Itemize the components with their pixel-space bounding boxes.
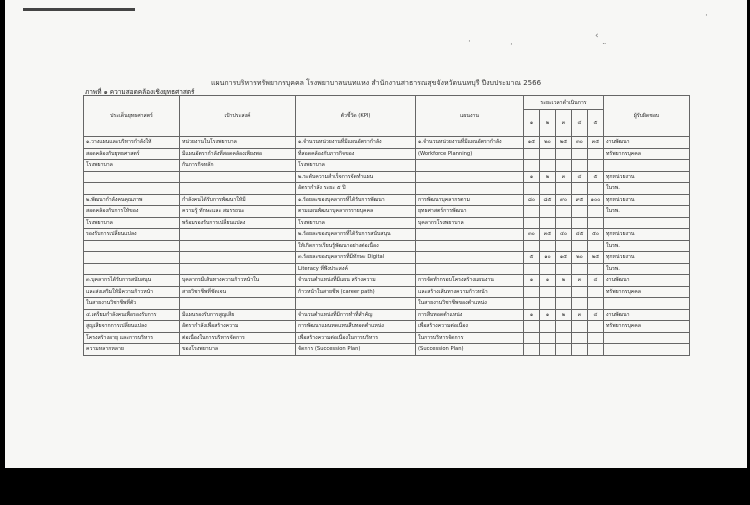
cell-year-4: ๓๐ [572,137,588,149]
cell-owner [604,344,690,356]
cell-owner [604,298,690,310]
cell-year-3 [556,263,572,275]
table-row [84,298,690,310]
cell-plan [416,240,524,252]
cell-kpi: อัตรากำลัง ระยะ ๕ ปี [296,183,416,195]
cell-kpi: โรงพยาบาล [296,160,416,172]
cell-year-3: ๓ [556,171,572,183]
cell-plan: ๑.จำนวนหน่วยงานที่มีแผนอัตรากำลัง [416,137,524,149]
cell-goal: ความรู้ ทักษะและ สมรรถนะ [180,206,296,218]
cell-strategy [84,252,180,264]
cell-year-5 [588,321,604,333]
table-row [84,137,690,149]
cell-year-3: ๒๕ [556,137,572,149]
cell-kpi: จัดการ (Succession Plan) [296,344,416,356]
cell-goal: พร้อมรองรับการเปลี่ยนแปลง [180,217,296,229]
cell-year-5 [588,263,604,275]
cell-goal: มีแผนรองรับการสูญเสีย [180,309,296,321]
cell-year-1 [524,298,540,310]
cell-year-5: ๔ [588,309,604,321]
table-row [84,183,690,195]
cell-owner: ทุกหน่วยงาน [604,229,690,241]
cell-owner: ทรัพยากรบุคคล [604,321,690,333]
document-page [5,0,747,468]
cell-plan: ในสายงานวิชาชีพของตำแหน่ง [416,298,524,310]
cell-owner: ในรพ. [604,183,690,195]
cell-strategy: ๔.เตรียมกำลังคนเพื่อรองรับการ [84,309,180,321]
figure-caption: ภาพที่ ๑ ความสอดคล้องเชิงยุทธศาสตร์ [85,88,195,96]
cell-strategy: โรงพยาบาล [84,217,180,229]
cell-year-4: ๙๕ [572,194,588,206]
cell-year-4: ๔๕ [572,229,588,241]
header-timeline: ระยะเวลาดำเนินการ [524,96,604,110]
cell-year-1: ๘๐ [524,194,540,206]
cell-plan [416,160,524,172]
cell-strategy: โครงสร้างอายุ และการบริหาร [84,332,180,344]
cell-year-1 [524,217,540,229]
cell-kpi: ก้าวหน้าในสายชีพ (career path) [296,286,416,298]
cell-year-4: ๒๐ [572,252,588,264]
cell-year-3 [556,298,572,310]
cell-owner: ทุกหน่วยงาน [604,171,690,183]
cell-year-5: ๕ [588,171,604,183]
cell-year-2 [540,286,556,298]
cell-strategy: โรงพยาบาล [84,160,180,172]
cell-year-1 [524,148,540,160]
cell-year-4 [572,217,588,229]
cell-year-2 [540,344,556,356]
cell-strategy: ๓.บุคลากรได้รับการสนับสนุน [84,275,180,287]
cell-kpi: เพื่อสร้างความต่อเนื่องในการบริหาร [296,332,416,344]
cell-year-2 [540,148,556,160]
table-row [84,275,690,287]
cell-year-2 [540,206,556,218]
cell-year-2: ๑๐ [540,252,556,264]
cell-year-2: ๑ [540,309,556,321]
strategy-table [83,95,690,356]
table-header-row [84,96,690,110]
cell-plan [416,229,524,241]
cell-year-2 [540,183,556,195]
cell-year-2 [540,160,556,172]
cell-kpi: ๑.จำนวนหน่วยงานที่มีแผนอัตรากำลัง [296,137,416,149]
cell-kpi: ให้เกิดการเรียนรู้พัฒนาอย่างต่อเนื่อง [296,240,416,252]
cell-year-4 [572,160,588,172]
cell-owner [604,217,690,229]
cell-year-3 [556,217,572,229]
table-row [84,148,690,160]
cell-year-2 [540,321,556,333]
cell-year-1 [524,332,540,344]
cell-kpi: การพัฒนาแผนทดแทนสืบทอดตำแหน่ง [296,321,416,333]
cell-plan: และสร้างเส้นทางความก้าวหน้า [416,286,524,298]
table-row [84,240,690,252]
cell-owner: ในรพ. [604,206,690,218]
cell-year-2: ๘๕ [540,194,556,206]
table-row [84,194,690,206]
cell-year-5 [588,206,604,218]
cell-kpi: ตามแผนพัฒนาบุคลากรรายบุคคล [296,206,416,218]
cell-year-2 [540,217,556,229]
cell-year-1: ๑ [524,309,540,321]
cell-owner: งานพัฒนา [604,309,690,321]
cell-kpi: ๑.ร้อยละของบุคลากรที่ได้รับการพัฒนา [296,194,416,206]
cell-year-2 [540,240,556,252]
scan-speck: · [468,37,471,47]
cell-year-4 [572,321,588,333]
cell-strategy: สอดคล้องกับยุทธศาสตร์ [84,148,180,160]
cell-year-1: ๑ [524,171,540,183]
cell-year-3 [556,344,572,356]
cell-kpi: จำนวนตำแหน่งที่มีแผน สร้างความ [296,275,416,287]
cell-year-5: ๕๐ [588,229,604,241]
cell-year-5 [588,160,604,172]
table-row [84,344,690,356]
cell-plan: ยุทธศาสตร์การพัฒนา [416,206,524,218]
cell-strategy: ในสายงานวิชาชีพที่ตัว [84,298,180,310]
cell-goal: ต่อเนื่องในการบริหารจัดการ [180,332,296,344]
cell-year-3 [556,332,572,344]
cell-year-4 [572,263,588,275]
cell-owner: ทุกหน่วยงาน [604,252,690,264]
cell-strategy: ๒.พัฒนากำลังคนคุณภาพ [84,194,180,206]
cell-goal [180,263,296,275]
cell-year-3 [556,321,572,333]
table-row [84,263,690,275]
cell-goal: หน่วยงานในโรงพยาบาล [180,137,296,149]
cell-kpi: โรงพยาบาล [296,217,416,229]
year-4: ๔ [572,110,588,137]
cell-plan [416,183,524,195]
cell-year-3 [556,206,572,218]
cell-goal [180,183,296,195]
cell-year-5: ๓๕ [588,137,604,149]
header-owner: ผู้รับผิดชอบ [604,96,690,137]
cell-strategy: ๑.วางแผนและบริหารกำลังให้ [84,137,180,149]
document-title: แผนการบริหารทรัพยากรบุคคล โรงพยาบาลนนทแหง สำนักงานสาธารณสุขจังหวัดนนทบุรี ปีงบประมาณ 2566 [211,79,542,87]
cell-year-1 [524,240,540,252]
cell-year-5: ๑๐๐ [588,194,604,206]
cell-owner: ทรัพยากรบุคคล [604,286,690,298]
cell-year-1: ๑ [524,275,540,287]
table-row [84,321,690,333]
cell-year-3: ๙๐ [556,194,572,206]
cell-year-4 [572,344,588,356]
cell-year-5 [588,148,604,160]
cell-plan: ในการบริหารจัดการ [416,332,524,344]
table-row [84,171,690,183]
cell-year-5 [588,217,604,229]
cell-year-5: ๒๕ [588,252,604,264]
cell-plan: (Workforce Planning) [416,148,524,160]
table-row [84,229,690,241]
cell-year-5 [588,240,604,252]
table-row [84,309,690,321]
cell-year-4: ๓ [572,275,588,287]
cell-year-3: ๒ [556,309,572,321]
cell-goal [180,298,296,310]
scan-speck: ‹ [595,31,599,41]
cell-plan [416,263,524,275]
header-kpi: ตัวชี้วัด (KPI) [296,96,416,137]
cell-plan: เพื่อสร้างความต่อเนื่อง [416,321,524,333]
cell-year-4 [572,206,588,218]
cell-goal [180,252,296,264]
table-row [84,206,690,218]
cell-year-1 [524,263,540,275]
cell-year-2: ๑ [540,275,556,287]
cell-year-2 [540,263,556,275]
cell-year-3: ๔๐ [556,229,572,241]
table-body [84,137,690,356]
cell-year-5 [588,332,604,344]
cell-strategy: และส่งเสริมให้มีความก้าวหน้า [84,286,180,298]
cell-goal: อัตรากำลังเพื่อสร้างความ [180,321,296,333]
year-3: ๓ [556,110,572,137]
cell-strategy: สูญเสียจากการเปลี่ยนแปลง [84,321,180,333]
cell-owner [604,332,690,344]
cell-strategy [84,171,180,183]
cell-year-1 [524,183,540,195]
cell-year-1 [524,344,540,356]
cell-year-5 [588,344,604,356]
cell-year-5 [588,183,604,195]
table-row [84,286,690,298]
table-row [84,252,690,264]
cell-year-4 [572,240,588,252]
cell-goal: ของโรงพยาบาล [180,344,296,356]
scan-artifact-line [23,8,135,11]
cell-year-4 [572,286,588,298]
cell-kpi: ๓.ร้อยละของบุคลากรที่มีทักษะ Digital [296,252,416,264]
cell-year-2 [540,332,556,344]
cell-plan [416,252,524,264]
cell-kpi: ๒.ระดับความสำเร็จการจัดทำแผน [296,171,416,183]
table-row [84,160,690,172]
cell-year-4 [572,298,588,310]
cell-year-4: ๓ [572,309,588,321]
cell-owner: ทุกหน่วยงาน [604,194,690,206]
cell-year-3 [556,286,572,298]
cell-plan: การพัฒนาบุคลากรตาม [416,194,524,206]
cell-year-1 [524,286,540,298]
cell-plan: การจัดทำกรอบโครงสร้างแผนงาน [416,275,524,287]
cell-year-3 [556,160,572,172]
cell-strategy: ความหลากหลาย [84,344,180,356]
cell-year-3 [556,240,572,252]
cell-strategy [84,240,180,252]
cell-year-1 [524,206,540,218]
cell-owner: ในรพ. [604,263,690,275]
cell-kpi: ที่สอดคล้องกับภารกิจของ [296,148,416,160]
cell-plan: การสืบทอดตำแหน่ง [416,309,524,321]
year-1: ๑ [524,110,540,137]
cell-plan: บุคลากรโรงพยาบาล [416,217,524,229]
cell-year-3 [556,148,572,160]
cell-year-1: ๕ [524,252,540,264]
table-row [84,332,690,344]
cell-year-5 [588,286,604,298]
cell-owner [604,160,690,172]
cell-kpi: Literacy ที่พึงประสงค์ [296,263,416,275]
cell-year-4 [572,332,588,344]
cell-strategy: รองรับการเปลี่ยนแปลง [84,229,180,241]
cell-goal: กับภารกิจหลัก [180,160,296,172]
cell-kpi [296,298,416,310]
cell-plan: (Succession Plan) [416,344,524,356]
cell-owner: งานพัฒนา [604,275,690,287]
year-2: ๒ [540,110,556,137]
scan-speck: ¨ [602,43,607,53]
cell-goal: มีแผนอัตรากำลังที่สอดคล้องเพียงพอ [180,148,296,160]
cell-strategy [84,183,180,195]
cell-year-2: ๓๕ [540,229,556,241]
header-goal: เป้าประสงค์ [180,96,296,137]
cell-owner: งานพัฒนา [604,137,690,149]
cell-kpi: ๒.ร้อยละของบุคลากรที่ได้รับการสนับสนุน [296,229,416,241]
table-row [84,217,690,229]
cell-year-2: ๒๐ [540,137,556,149]
cell-year-5: ๔ [588,275,604,287]
cell-strategy [84,263,180,275]
cell-year-3 [556,183,572,195]
cell-year-2: ๒ [540,171,556,183]
cell-year-3: ๒ [556,275,572,287]
scan-speck: · [510,40,513,50]
year-5: ๕ [588,110,604,137]
cell-year-4 [572,183,588,195]
cell-plan [416,171,524,183]
cell-kpi: จำนวนตำแหน่งที่มีการทำที่สำคัญ [296,309,416,321]
cell-year-1: ๓๐ [524,229,540,241]
cell-year-1: ๑๕ [524,137,540,149]
cell-goal: บุคลากรมีเส้นทางความก้าวหน้าใน [180,275,296,287]
cell-year-1 [524,321,540,333]
header-strategy: ประเด็นยุทธศาสตร์ [84,96,180,137]
cell-year-1 [524,160,540,172]
cell-goal [180,240,296,252]
cell-strategy: สอดคล้องกับการให้ของ [84,206,180,218]
cell-goal [180,171,296,183]
scan-speck: · [705,11,708,21]
header-plan: แผนงาน [416,96,524,137]
cell-year-3: ๑๕ [556,252,572,264]
cell-year-4: ๔ [572,171,588,183]
cell-owner: ทรัพยากรบุคคล [604,148,690,160]
cell-goal [180,229,296,241]
cell-owner: ในรพ. [604,240,690,252]
cell-goal: สายวิชาชีพที่ชัดเจน [180,286,296,298]
cell-year-4 [572,148,588,160]
cell-year-5 [588,298,604,310]
cell-year-2 [540,298,556,310]
cell-goal: กำลังคนได้รับการพัฒนาให้มี [180,194,296,206]
